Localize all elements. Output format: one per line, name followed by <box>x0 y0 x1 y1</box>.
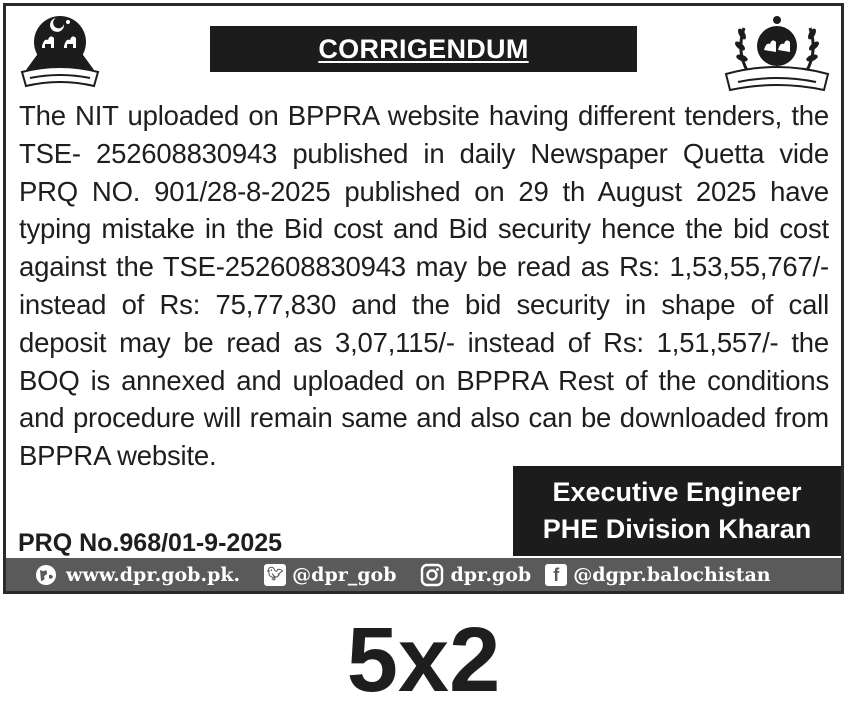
footer-instagram[interactable] <box>420 563 531 587</box>
globe-icon <box>32 563 60 587</box>
advertisement-frame <box>3 3 844 594</box>
signature-designation: Executive Engineer <box>552 477 802 507</box>
footer-facebook[interactable] <box>545 564 770 586</box>
twitter-icon: 🐦︎ <box>264 564 286 586</box>
ad-size-label: 5x2 <box>346 609 501 711</box>
signature-division: PHE Division Kharan <box>542 514 812 544</box>
facebook-icon: f <box>545 564 567 586</box>
balochistan-government-emblem <box>14 12 106 96</box>
footer-website[interactable] <box>32 563 240 587</box>
footer-twitter[interactable] <box>264 564 396 586</box>
footer-social-bar <box>6 558 841 591</box>
footer-facebook-text: @dgpr.balochistan <box>573 563 771 586</box>
corrigendum-title: CORRIGENDUM <box>318 33 529 64</box>
notice-body-text: The NIT uploaded on BPPRA website having different tenders, the TSE- 252608830943 published in daily Newspaper Quetta vide PRQ NO. 901/28-8-2025 published on 29 th August 2025 have typing mistake in the Bid cost and Bid security hence the bid cost against the TSE-252608830943 may be read as Rs: 1,53,55,767/- instead of Rs: 75,77,830 and the bid security in shape of call deposit may be read as 3,07,115/- instead of Rs: 1,51,557/- the BOQ is annexed and uploaded on BPPRA Rest of the conditions and procedure will remain same and also can be downloaded from BPPRA website. <box>19 100 829 472</box>
title-banner <box>210 26 637 72</box>
instagram-icon <box>420 563 444 587</box>
footer-twitter-text: @dpr_gob <box>292 563 397 586</box>
prq-number: PRQ No.968/01-9-2025 <box>18 529 283 557</box>
signature-block <box>513 466 841 556</box>
dgpr-balochistan-emblem <box>718 12 836 96</box>
footer-instagram-text: dpr.gob <box>450 563 532 586</box>
footer-website-text: www.dpr.gob.pk. <box>66 563 241 586</box>
